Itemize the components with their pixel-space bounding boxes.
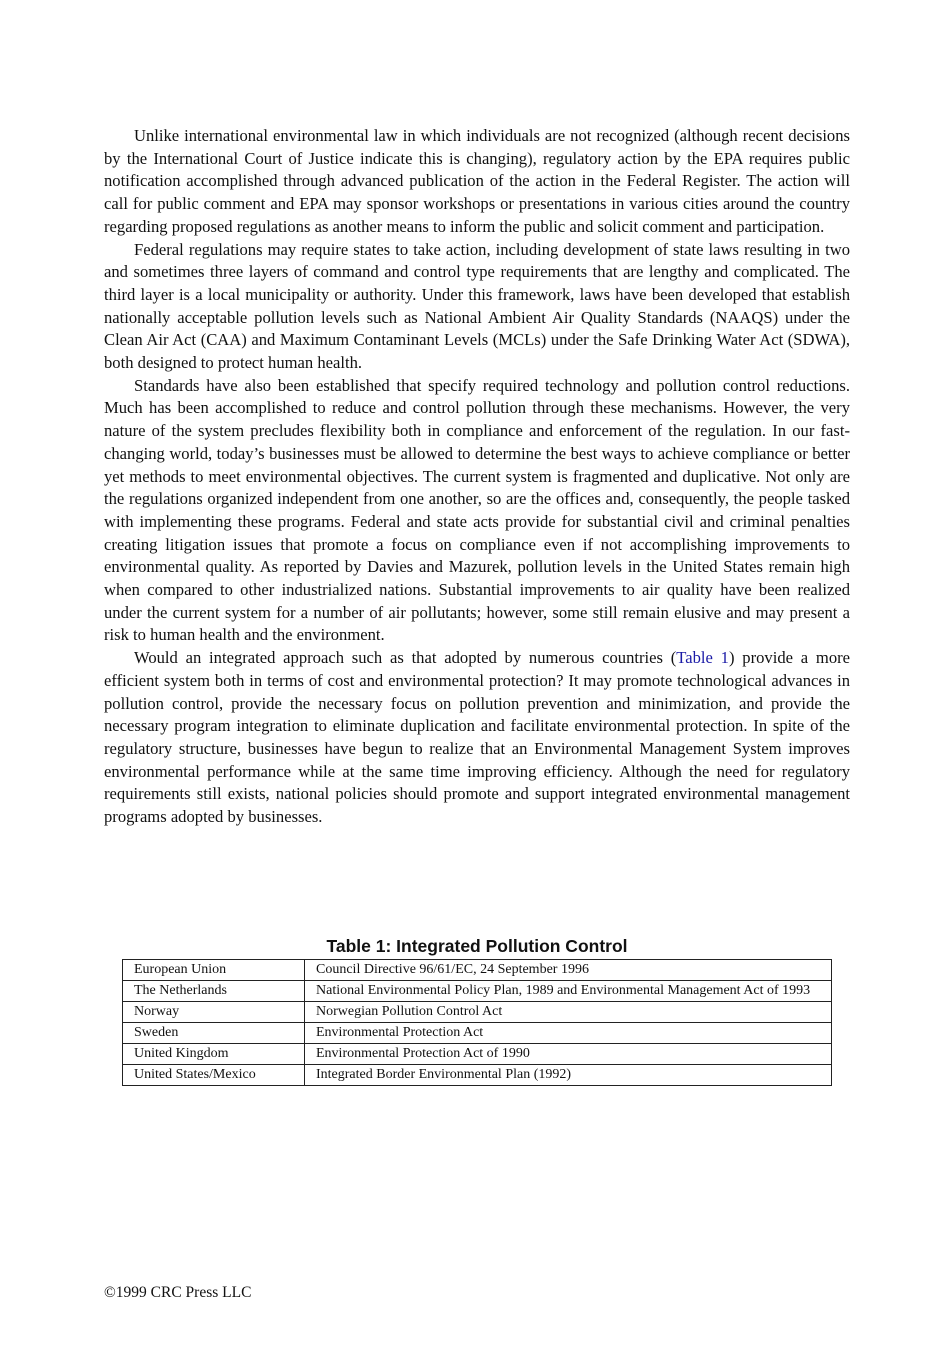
paragraph-4-text-start: Would an integrated approach such as that adopted by numerous countries ( — [134, 648, 677, 668]
body-text — [104, 125, 850, 829]
table-cell-measure: Council Directive 96/61/EC, 24 September 1996 — [305, 960, 832, 981]
table-cell-country: Sweden — [123, 1023, 305, 1044]
table-cell-country: United Kingdom — [123, 1044, 305, 1065]
table-cell-measure: Environmental Protection Act — [305, 1023, 832, 1044]
table-cell-country: Norway — [123, 1002, 305, 1023]
table-1-link[interactable]: Table 1 — [676, 648, 729, 668]
paragraph-4 — [104, 647, 850, 829]
copyright-footer: ©1999 CRC Press LLC — [104, 1284, 252, 1301]
paragraph-2: Federal regulations may require states to take action, including development of state laws resulting in two and sometimes three layers of command and control type requirements that are lengthy and complicated. The third layer is a local municipality or authority. Under this framework, laws have been developed that establish nationally acceptable pollution levels such as National Ambient Air Quality Standards (NAAQS) under the Clean Air Act (CAA) and Maximum Contaminant Levels (MCLs) under the Safe Drinking Water Act (SDWA), both designed to protect human health. — [104, 239, 850, 373]
table-title: Table 1: Integrated Pollution Control — [326, 936, 628, 956]
table-cell-measure: National Environmental Policy Plan, 1989 and Environmental Management Act of 1993 — [305, 981, 832, 1002]
table-row — [123, 1044, 832, 1065]
paragraph-1: Unlike international environmental law in which individuals are not recognized (although recent decisions by the International Court of Justice indicate this is changing), regulatory action by the EPA requires public notification accomplished through advanced publication of the action in the Federal Register. The action will call for public comment and EPA may sponsor workshops or presentations in various cities around the country regarding proposed regulations as another means to inform the public and solicit comment and participation. — [104, 126, 850, 236]
table-row — [123, 981, 832, 1002]
table-cell-measure: Environmental Protection Act of 1990 — [305, 1044, 832, 1065]
paragraph-4-text-end: ) provide a more efficient system both in terms of cost and environmental protection? It may promote technological advances in pollution control, provide the necessary focus on pollution prevention and minimization, and provide the necessary program integration to eliminate duplication and facilitate environmental protection. In spite of the regulatory structure, businesses have begun to realize that an Environmental Management System improves environmental performance while at the same time improving efficiency. Although the need for regulatory requirements still exists, national policies should promote and support integrated environmental management programs adopted by businesses. — [104, 648, 851, 827]
table-cell-measure: Integrated Border Environmental Plan (1992) — [305, 1065, 832, 1086]
table-cell-country: United States/Mexico — [123, 1065, 305, 1086]
table-cell-country: The Netherlands — [123, 981, 305, 1002]
table-cell-measure: Norwegian Pollution Control Act — [305, 1002, 832, 1023]
paragraph-3: Standards have also been established that specify required technology and pollution control reductions. Much has been accomplished to reduce and control pollution through these mechanisms. However, the very nature of the system precludes flexibility both in compliance and enforcement of the regulation. In our fast-changing world, today’s businesses must be allowed to determine the best ways to achieve compliance or better yet methods to meet environmental objectives. The current system is fragmented and duplicative. Not only are the regulations organized independent from one another, so are the offices and, consequently, the people tasked with implementing these programs. Federal and state acts provide for substantial civil and criminal penalties creating litigation issues that promote a focus on compliance even if not accomplishing improvements to environmental quality. As reported by Davies and Mazurek, pollution levels in the United States remain high when compared to other industrialized nations. Substantial improvements to air quality have been realized under the current system for a number of air pollutants; however, some still remain elusive and may present a risk to human health and the environment. — [104, 375, 850, 645]
table-cell-country: European Union — [123, 960, 305, 981]
table-row — [123, 1023, 832, 1044]
table-row — [123, 960, 832, 981]
table-row — [123, 1002, 832, 1023]
table-row — [123, 1065, 832, 1086]
integrated-pollution-control-table — [122, 959, 832, 1086]
